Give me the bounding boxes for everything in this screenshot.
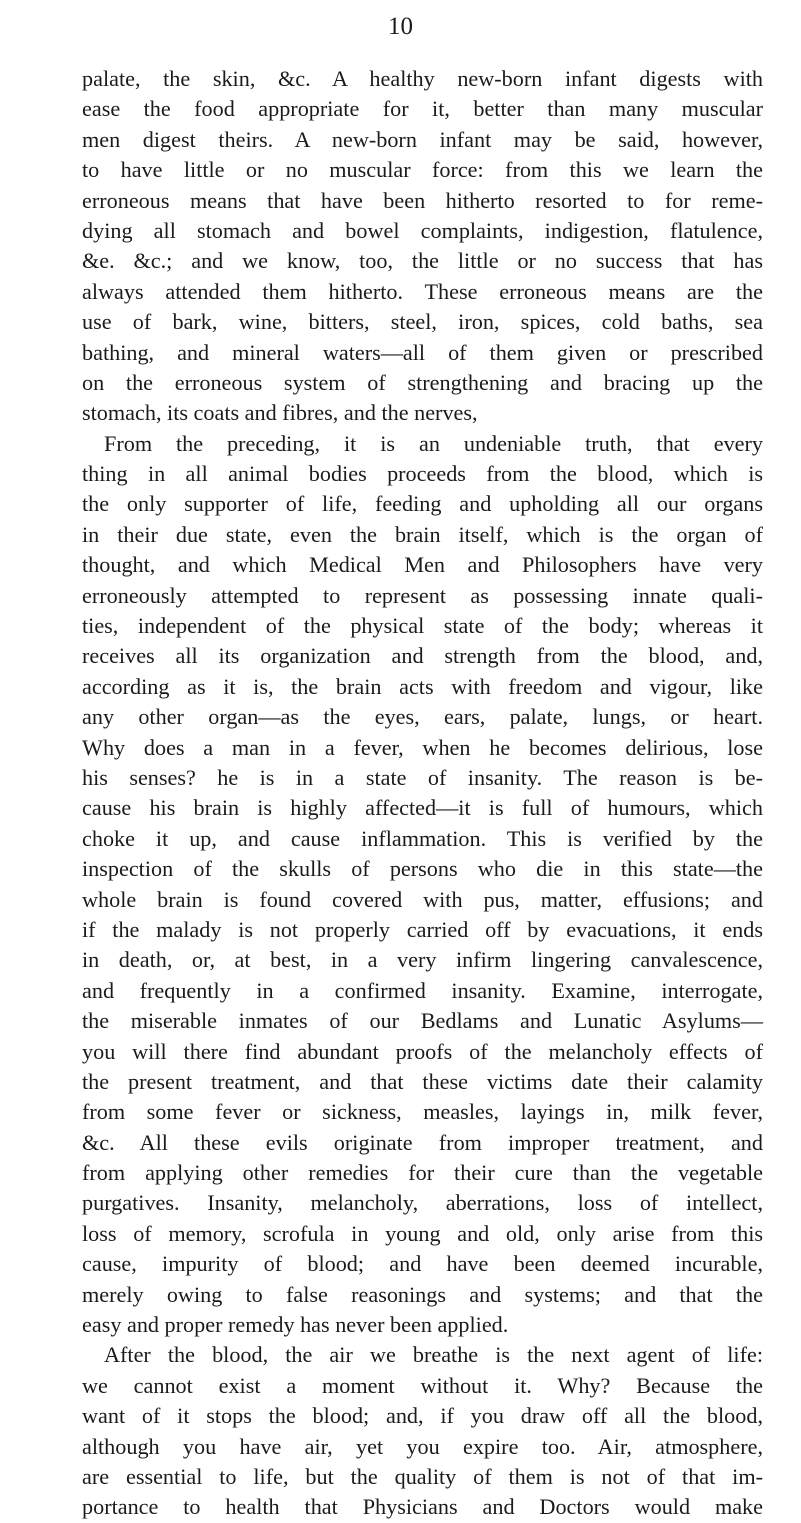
text-line: cause, impurity of blood; and have been deemed incurable, xyxy=(82,1251,763,1277)
text-line: although you have air, yet you expire too. Air, atmosphere, xyxy=(82,1433,763,1459)
text-line: From the preceding, it is an undeniable truth, that every xyxy=(104,430,763,456)
text-line: in death, or, at best, in a very infirm lingering canvalescence, xyxy=(82,947,763,973)
text-line: the present treatment, and that these victims date their calamity xyxy=(82,1068,763,1094)
text-line: the miserable inmates of our Bedlams and Lunatic Asylums— xyxy=(82,1008,763,1034)
text-line: erroneous means that have been hitherto resorted to for reme- xyxy=(82,187,763,213)
text-line: After the blood, the air we breathe is the next agent of life: xyxy=(104,1342,763,1368)
text-line: dying all stomach and bowel complaints, indigestion, flatulence, xyxy=(82,217,763,243)
text-line: palate, the skin, &c. A healthy new-born infant digests with xyxy=(82,66,763,91)
text-line: &e. &c.; and we know, too, the little or no success that has xyxy=(82,248,763,274)
text-line: men digest theirs. A new-born infant may be said, however, xyxy=(82,126,763,152)
text-line: to have little or no muscular force: from this we learn the xyxy=(82,157,763,183)
text-line: easy and proper remedy has never been applied. xyxy=(82,1312,509,1338)
text-line: want of it stops the blood; and, if you draw off all the blood, xyxy=(82,1403,763,1429)
text-line: on the erroneous system of strengthening and bracing up the xyxy=(82,369,763,395)
text-line: thought, and which Medical Men and Philosophers have very xyxy=(82,552,763,578)
text-line: &c. All these evils originate from improper treatment, and xyxy=(82,1129,763,1155)
text-line: merely owing to false reasonings and systems; and that the xyxy=(82,1281,763,1307)
text-line: cause his brain is highly affected—it is full of humours, which xyxy=(82,795,763,821)
text-line: ease the food appropriate for it, better than many muscular xyxy=(82,96,763,122)
text-line: any other organ—as the eyes, ears, palate, lungs, or heart. xyxy=(82,704,763,730)
text-line: loss of memory, scrofula in young and old, only arise from this xyxy=(82,1220,763,1246)
text-line: are essential to life, but the quality of them is not of that im- xyxy=(82,1463,763,1489)
text-line: use of bark, wine, bitters, steel, iron, spices, cold baths, sea xyxy=(82,309,763,335)
text-line: always attended them hitherto. These erroneous means are the xyxy=(82,278,763,304)
text-line: the only supporter of life, feeding and upholding all our organs xyxy=(82,491,763,517)
text-line: stomach, its coats and fibres, and the nerves, xyxy=(82,400,478,426)
text-line: ties, independent of the physical state of the body; whereas it xyxy=(82,613,763,639)
text-line: bathing, and mineral waters—all of them given or prescribed xyxy=(82,339,763,365)
text-line: inspection of the skulls of persons who die in this state—the xyxy=(82,856,763,882)
text-line: his senses? he is in a state of insanity. The reason is be- xyxy=(82,764,763,790)
body-text xyxy=(82,64,763,1523)
text-line: you will there find abundant proofs of the melancholy effects of xyxy=(82,1038,763,1064)
text-line: from some fever or sickness, measles, layings in, milk fever, xyxy=(82,1099,763,1125)
text-line: in their due state, even the brain itself, which is the organ of xyxy=(82,521,763,547)
text-line: Why does a man in a fever, when he becomes delirious, lose xyxy=(82,734,763,760)
text-line: erroneously attempted to represent as possessing innate quali- xyxy=(82,582,763,608)
text-line: portance to health that Physicians and Doctors would make xyxy=(82,1494,763,1520)
text-line: thing in all animal bodies proceeds from the blood, which is xyxy=(82,461,763,487)
text-line: from applying other remedies for their cure than the vegetable xyxy=(82,1160,763,1186)
text-line: and frequently in a confirmed insanity. Examine, interrogate, xyxy=(82,977,763,1003)
text-line: receives all its organization and strength from the blood, and, xyxy=(82,643,763,669)
text-line: if the malady is not properly carried off by evacuations, it ends xyxy=(82,916,763,942)
text-line: whole brain is found covered with pus, matter, effusions; and xyxy=(82,886,763,912)
text-line: purgatives. Insanity, melancholy, aberrations, loss of intellect, xyxy=(82,1190,763,1216)
text-line: choke it up, and cause inflammation. This is verified by the xyxy=(82,825,763,851)
text-line: according as it is, the brain acts with freedom and vigour, like xyxy=(82,673,763,699)
text-line: we cannot exist a moment without it. Why? Because the xyxy=(82,1372,763,1398)
page-number: 10 xyxy=(388,13,413,40)
